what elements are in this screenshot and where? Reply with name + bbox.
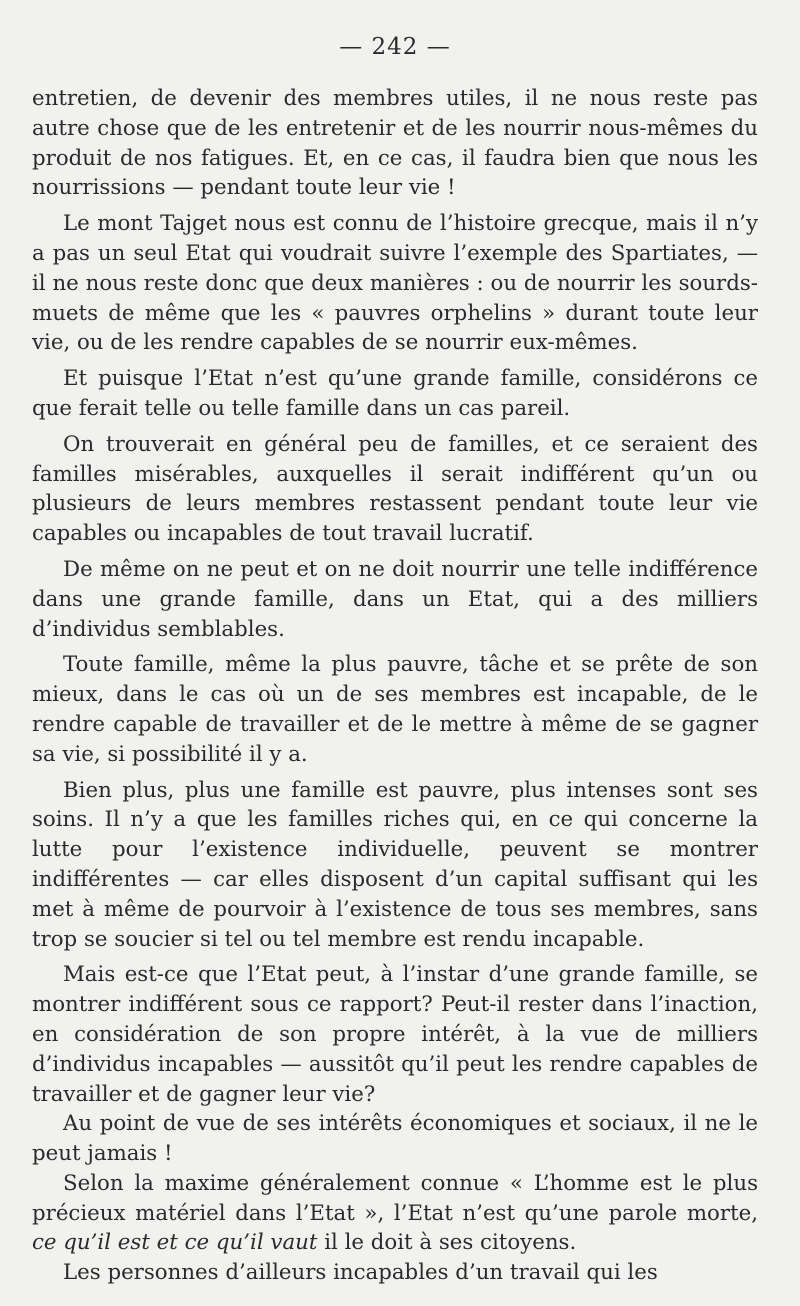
paragraph-9: Au point de vue de ses intérêts économiques et sociaux, il ne le peut jamais ! [32, 1111, 758, 1167]
paragraph-10 [32, 1169, 758, 1258]
paragraph-8: Mais est-ce que l’Etat peut, à l’instar d’une grande famille, se montrer indifférent sous ce rapport? Peut-il rester dans l’inaction, en considération de son propre intérêt, à la vue de milliers d’individus incapables — aussitôt qu’il peut les rendre capables de travailler et de gagner leur vie? [32, 962, 758, 1107]
paragraph-1: entretien, de devenir des membres utiles, il ne nous reste pas autre chose que de les entretenir et de les nourrir nous-mêmes du produit de nos fatigues. Et, en ce cas, il faudra bien que nous les nourrissions — pendant toute leur vie ! [32, 86, 758, 201]
paragraph-2: Le mont Tajget nous est connu de l’histoire grecque, mais il n’y a pas un seul Etat qui voudrait suivre l’exemple des Spartiates, — il ne nous reste donc que deux manières : ou de nourrir les sourds-muets de même que les « pauvres orphelins » durant toute leur vie, ou de les rendre capables de se nourrir eux-mêmes. [32, 211, 758, 356]
paragraph-5: De même on ne peut et on ne doit nourrir une telle indifférence dans une grande famille, dans un Etat, qui a des milliers d’individus semblables. [32, 556, 758, 642]
paragraph-10-end: il le doit à ses citoyens. [317, 1230, 577, 1256]
paragraph-7: Bien plus, plus une famille est pauvre, plus intenses sont ses soins. Il n’y a que les familles riches qui, en ce qui concerne la lutte pour l’existence individuelle, peuvent se montrer indifférentes — car elles disposent d’un capital suffisant qui les met à même de pourvoir à l’existence de tous ses membres, sans trop se soucier si tel ou tel membre est rendu incapable. [32, 777, 758, 952]
page-number: — 242 — [339, 34, 451, 60]
paragraph-4: On trouverait en général peu de familles, et ce seraient des familles misérables, auxquelles il serait indifférent qu’un ou plusieurs de leurs membres restassent pendant toute leur vie capables ou incapables de tout travail lucratif. [32, 431, 758, 547]
paragraph-10-start: Selon la maxime généralement connue « L’homme est le plus précieux matériel dans l’Etat », l’Etat n’est qu’une parole morte, [32, 1170, 758, 1226]
paragraph-6: Toute famille, même la plus pauvre, tâche et se prête de son mieux, dans le cas où un de ses membres est incapable, de le rendre capable de travailler et de le mettre à même de se gagner sa vie, si possibilité il y a. [32, 652, 758, 767]
document-page [32, 30, 758, 1286]
paragraph-11: Les personnes d’ailleurs incapables d’un travail qui les [63, 1260, 658, 1286]
paragraph-10-italic: ce qu’il est et ce qu’il vaut [32, 1230, 318, 1256]
paragraph-3: Et puisque l’Etat n’est qu’une grande famille, considérons ce que ferait telle ou telle famille dans un cas pareil. [32, 366, 758, 421]
